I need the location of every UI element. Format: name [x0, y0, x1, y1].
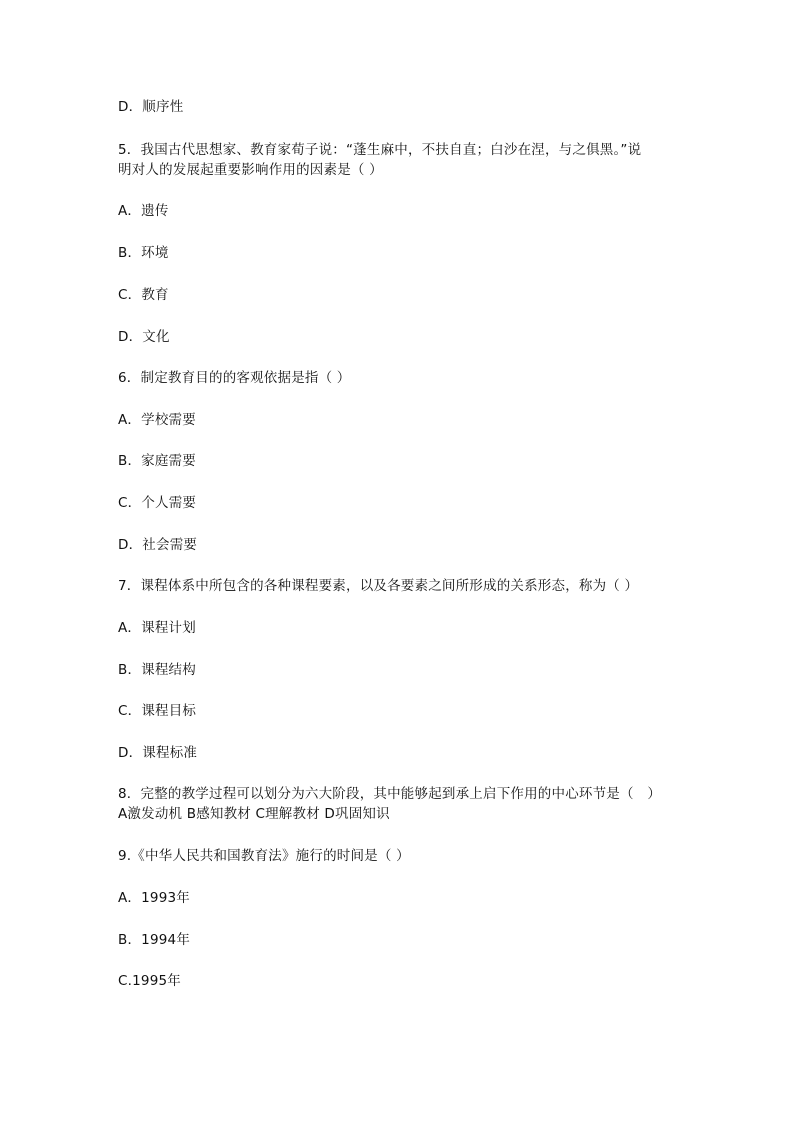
option-7a: A．课程计划 — [118, 620, 196, 636]
option-7d: D．课程标准 — [118, 745, 198, 761]
question-8-options: A激发动机 B感知教材 C理解教材 D巩固知识 — [118, 806, 390, 822]
option-5a: A．遗传 — [118, 203, 169, 219]
question-7: 7．课程体系中所包含的各种课程要素，以及各要素之间所形成的关系形态，称为（ ） — [118, 578, 639, 594]
option-4d: D．顺序性 — [118, 99, 184, 115]
option-9b: B．1994年 — [118, 932, 191, 948]
option-7c: C．课程目标 — [118, 703, 197, 719]
question-8: 8．完整的教学过程可以划分为六大阶段，其中能够起到承上启下作用的中心环节是（ ） — [118, 786, 662, 802]
option-5d: D．文化 — [118, 329, 170, 345]
question-6: 6．制定教育目的的客观依据是指（ ） — [118, 370, 351, 386]
option-6b: B．家庭需要 — [118, 453, 196, 469]
option-6a: A．学校需要 — [118, 412, 196, 428]
option-6c: C．个人需要 — [118, 495, 197, 511]
question-5-line-1: 5．我国古代思想家、教育家荀子说：“蓬生麻中，不扶自直；白沙在涅，与之俱黑。”说 — [118, 142, 642, 158]
option-6d: D．社会需要 — [118, 537, 198, 553]
option-5b: B．环境 — [118, 245, 169, 261]
option-5c: C．教育 — [118, 287, 169, 303]
question-5-line-2: 明对人的发展起重要影响作用的因素是（ ） — [118, 162, 383, 178]
option-9c: C.1995年 — [118, 973, 181, 989]
option-7b: B．课程结构 — [118, 662, 196, 678]
option-9a: A．1993年 — [118, 890, 190, 906]
question-9: 9.《中华人民共和国教育法》施行的时间是（ ） — [118, 848, 410, 864]
